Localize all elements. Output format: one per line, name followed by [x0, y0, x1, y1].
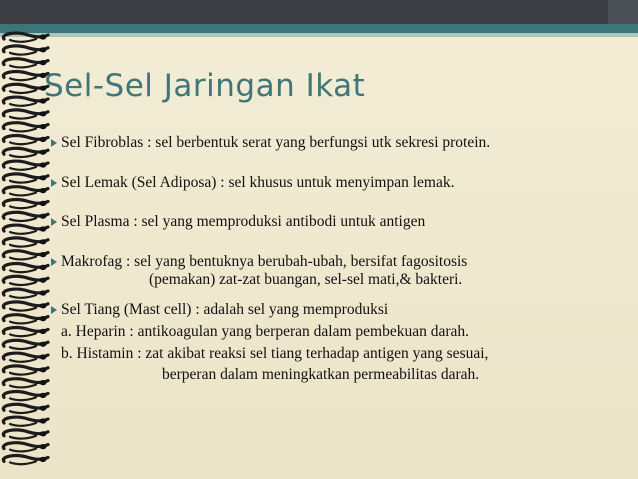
bullet-line-fibroblas: Sel Fibroblas : sel berbentuk serat yang berfungsi utk sekresi protein.: [61, 134, 491, 151]
sub-line-histamin: b. Histamin : zat akibat reaksi sel tiang terhadap antigen yang sesuai,: [61, 345, 489, 362]
bullet-icon: [51, 258, 57, 266]
bullet-line-sel-tiang: Sel Tiang (Mast cell) : adalah sel yang memproduksi: [61, 301, 389, 318]
bullet-line-makrofag: Makrofag : sel yang bentuknya berubah-ubah, bersifat fagositosis: [61, 253, 468, 270]
sub-line-histamin-continuation: berperan dalam meningkatkan permeabilitas darah.: [162, 366, 480, 383]
bullet-icon: [51, 139, 57, 147]
bullet-line-lemak: Sel Lemak (Sel Adiposa) : sel khusus untuk menyimpan lemak.: [61, 174, 455, 191]
bullet-icon: [51, 306, 57, 314]
bullet-line-plasma: Sel Plasma : sel yang memproduksi antibodi untuk antigen: [61, 213, 426, 230]
bullet-line-makrofag-continuation: (pemakan) zat-zat buangan, sel-sel mati,& bakteri.: [149, 271, 463, 288]
sub-line-heparin: a. Heparin : antikoagulan yang berperan dalam pembekuan darah.: [61, 323, 469, 340]
slide-title: Sel-Sel Jaringan Ikat: [44, 68, 366, 104]
bullet-icon: [51, 179, 57, 187]
bullet-icon: [51, 218, 57, 226]
